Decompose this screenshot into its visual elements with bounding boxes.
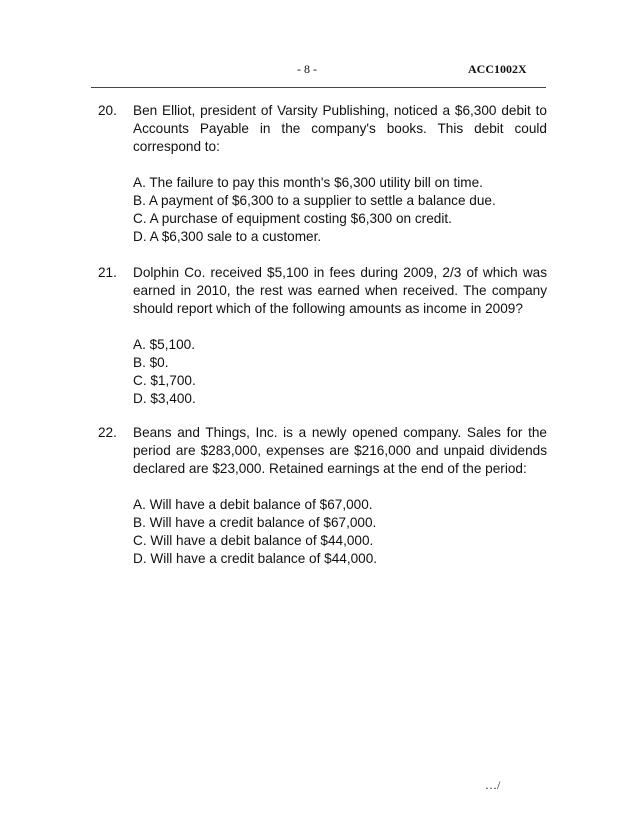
question-number: 21. — [98, 265, 117, 280]
page-number: - 8 - — [297, 62, 317, 76]
answer-option-d: D. A $6,300 sale to a customer. — [133, 229, 322, 244]
answer-option-b: B. $0. — [133, 355, 169, 370]
answer-option-d: D. Will have a credit balance of $44,000. — [133, 551, 378, 566]
answer-option-c: C. Will have a debit balance of $44,000. — [133, 533, 374, 548]
page-header — [0, 62, 638, 78]
answer-options — [133, 336, 547, 408]
answer-option-c: C. $1,700. — [133, 373, 196, 388]
question-stem: Beans and Things, Inc. is a newly opened company. Sales for the period are $283,000, expenses are $216,000 and unpaid dividends declared are $23,000. Retained earnings at the end of the period: — [133, 425, 547, 476]
answer-option-a: A. $5,100. — [133, 337, 195, 352]
answer-option-c: C. A purchase of equipment costing $6,300 on credit. — [133, 211, 452, 226]
question-stem: Dolphin Co. received $5,100 in fees during 2009, 2/3 of which was earned in 2010, the rest was earned when received. The company should report which of the following amounts as income in 2009? — [133, 265, 547, 316]
question-body — [133, 264, 547, 408]
question-body — [133, 424, 547, 568]
question-stem: Ben Elliot, president of Varsity Publishing, noticed a $6,300 debit to Accounts Payable in the company's books. This debit could correspond to: — [133, 103, 547, 154]
header-divider — [91, 87, 546, 88]
question-body — [133, 102, 547, 246]
answer-option-a: A. Will have a debit balance of $67,000. — [133, 497, 373, 512]
continuation-mark: …/ — [485, 778, 501, 792]
answer-option-a: A. The failure to pay this month's $6,300 utility bill on time. — [133, 175, 483, 190]
course-code: ACC1002X — [468, 62, 527, 76]
answer-options — [133, 496, 547, 568]
question-number: 20. — [98, 103, 117, 118]
question-number: 22. — [98, 425, 117, 440]
answer-option-d: D. $3,400. — [133, 391, 196, 406]
answer-option-b: B. Will have a credit balance of $67,000. — [133, 515, 377, 530]
answer-option-b: B. A payment of $6,300 to a supplier to settle a balance due. — [133, 193, 496, 208]
answer-options — [133, 174, 547, 246]
